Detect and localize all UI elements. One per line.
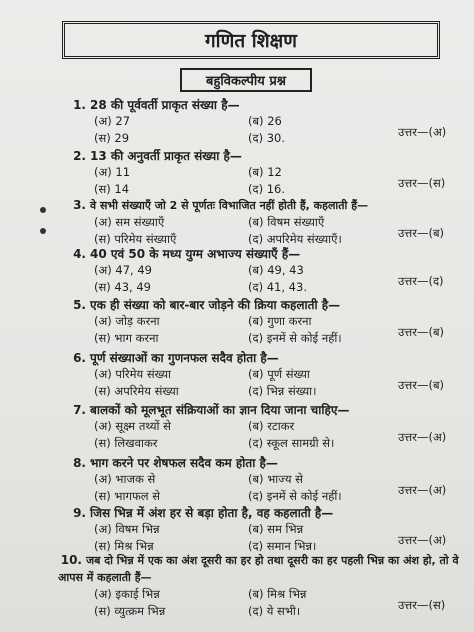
option-b: (ब) भाज्य से [248, 472, 303, 486]
option-a: (अ) 27 [94, 114, 131, 128]
answer: उत्तर—(अ) [398, 483, 447, 497]
question-text: पूर्ण संख्याओं का गुणनफल सदैव होता है— [90, 351, 279, 365]
option-b: (ब) सम भिन्न [248, 522, 304, 536]
question-text: 13 की अनुवर्ती प्राकृत संख्या है— [90, 149, 242, 163]
answer: उत्तर—(अ) [398, 125, 447, 139]
margin-dot [40, 207, 46, 213]
option-d: (द) अपरिमेय संख्याएँ। [248, 232, 342, 246]
question-9 [68, 505, 468, 555]
question-text: एक ही संख्या को बार-बार जोड़ने की क्रिया कहलाती है— [90, 298, 341, 312]
option-a: (अ) इकाई भिन्न [94, 587, 160, 601]
option-d: (द) ये सभी। [248, 604, 301, 618]
option-b: (ब) विषम संख्याएँ [248, 215, 325, 229]
question-number: 9. [73, 506, 86, 520]
question-text: भाग करने पर शेषफल सदैव कम होता है— [90, 456, 278, 470]
question-number: 7. [73, 403, 86, 417]
option-a: (अ) विषम भिन्न [94, 522, 160, 536]
option-c: (स) 29 [94, 131, 130, 145]
option-a: (अ) भाजक से [94, 472, 156, 486]
option-c: (स) मिश्र भिन्न [94, 539, 154, 553]
option-b: (ब) 49, 43 [248, 263, 304, 277]
answer: उत्तर—(स) [398, 176, 446, 190]
answer: उत्तर—(ब) [398, 325, 444, 339]
chapter-title: गणित शिक्षण [204, 30, 297, 52]
answer: उत्तर—(अ) [398, 533, 447, 547]
question-text: 40 एवं 50 के मध्य युग्म अभाज्य संख्याएँ हैं— [90, 247, 301, 261]
answer: उत्तर—(अ) [398, 430, 447, 444]
answer: उत्तर—(द) [398, 274, 444, 288]
question-number: 2. [73, 149, 86, 163]
question-3 [68, 197, 468, 248]
option-c: (स) लिखवाकर [94, 436, 158, 450]
option-c: (स) परिमेय संख्याएँ [94, 232, 177, 246]
option-d: (द) इनमें से कोई नहीं। [248, 331, 342, 345]
option-b: (ब) 26 [248, 114, 282, 128]
question-7 [68, 402, 468, 452]
question-2 [68, 148, 468, 198]
section-heading: बहुविकल्पीय प्रश्न [180, 68, 312, 92]
option-c: (स) अपरिमेय संख्या [94, 384, 179, 398]
option-a: (अ) 47, 49 [94, 263, 152, 277]
option-d: (द) स्कूल सामग्री से। [248, 436, 335, 450]
question-number: 5. [73, 298, 86, 312]
answer: उत्तर—(स) [398, 598, 446, 612]
question-number: 6. [73, 351, 86, 365]
option-b: (ब) 12 [248, 165, 282, 179]
option-c: (स) भाग करना [94, 331, 159, 345]
question-number: 1. [73, 98, 86, 112]
option-b: (ब) गुणा करना [248, 314, 312, 328]
margin-dot [40, 228, 46, 234]
option-a: (अ) सम संख्याएँ [94, 215, 165, 229]
option-b: (ब) रटाकर [248, 419, 295, 433]
question-text: 28 की पूर्ववर्ती प्राकृत संख्या है— [90, 98, 240, 112]
question-10 [58, 552, 468, 620]
option-d: (द) 41, 43. [248, 280, 307, 294]
question-text: वे सभी संख्याएँ जो 2 से पूर्णतः विभाजित नहीं होती हैं, कहलाती हैं— [90, 199, 369, 212]
question-text: जब दो भिन्न में एक का अंश दूसरी का हर हो तथा दूसरी का हर पहली भिन्न का अंश हो, तो वे आपस में कहलाती हैं— [58, 554, 459, 584]
option-d: (द) समान भिन्न। [248, 539, 317, 553]
question-number: 10. [60, 553, 82, 567]
option-c: (स) 14 [94, 182, 130, 196]
option-a: (अ) जोड़ करना [94, 314, 160, 328]
answer: उत्तर—(ब) [398, 226, 444, 240]
option-d: (द) इनमें से कोई नहीं। [248, 489, 342, 503]
option-b: (ब) मिश्र भिन्न [248, 587, 307, 601]
question-1 [68, 97, 468, 147]
option-a: (अ) 11 [94, 165, 131, 179]
option-d: (द) 16. [248, 182, 286, 196]
answer: उत्तर—(ब) [398, 378, 444, 392]
question-text: जिस भिन्न में अंश हर से बड़ा होता है, वह कहलाती है— [90, 506, 334, 520]
question-6 [68, 350, 468, 400]
option-b: (ब) पूर्ण संख्या [248, 367, 310, 381]
question-4 [68, 246, 468, 296]
option-c: (स) 43, 49 [94, 280, 151, 294]
question-text: बालकों को मूलभूत संक्रियाओं का ज्ञान दिया जाना चाहिए— [90, 403, 350, 417]
question-number: 4. [73, 247, 86, 261]
question-number: 8. [73, 456, 86, 470]
option-a: (अ) सूक्ष्म तथ्यों से [94, 419, 171, 433]
option-a: (अ) परिमेय संख्या [94, 367, 171, 381]
question-5 [68, 297, 468, 347]
option-d: (द) 30. [248, 131, 286, 145]
option-c: (स) भागफल से [94, 489, 161, 503]
chapter-title-box [62, 21, 440, 59]
question-8 [68, 455, 468, 505]
option-d: (द) भिन्न संख्या। [248, 384, 317, 398]
option-c: (स) व्युत्क्रम भिन्न [94, 604, 166, 618]
question-number: 3. [73, 198, 86, 212]
